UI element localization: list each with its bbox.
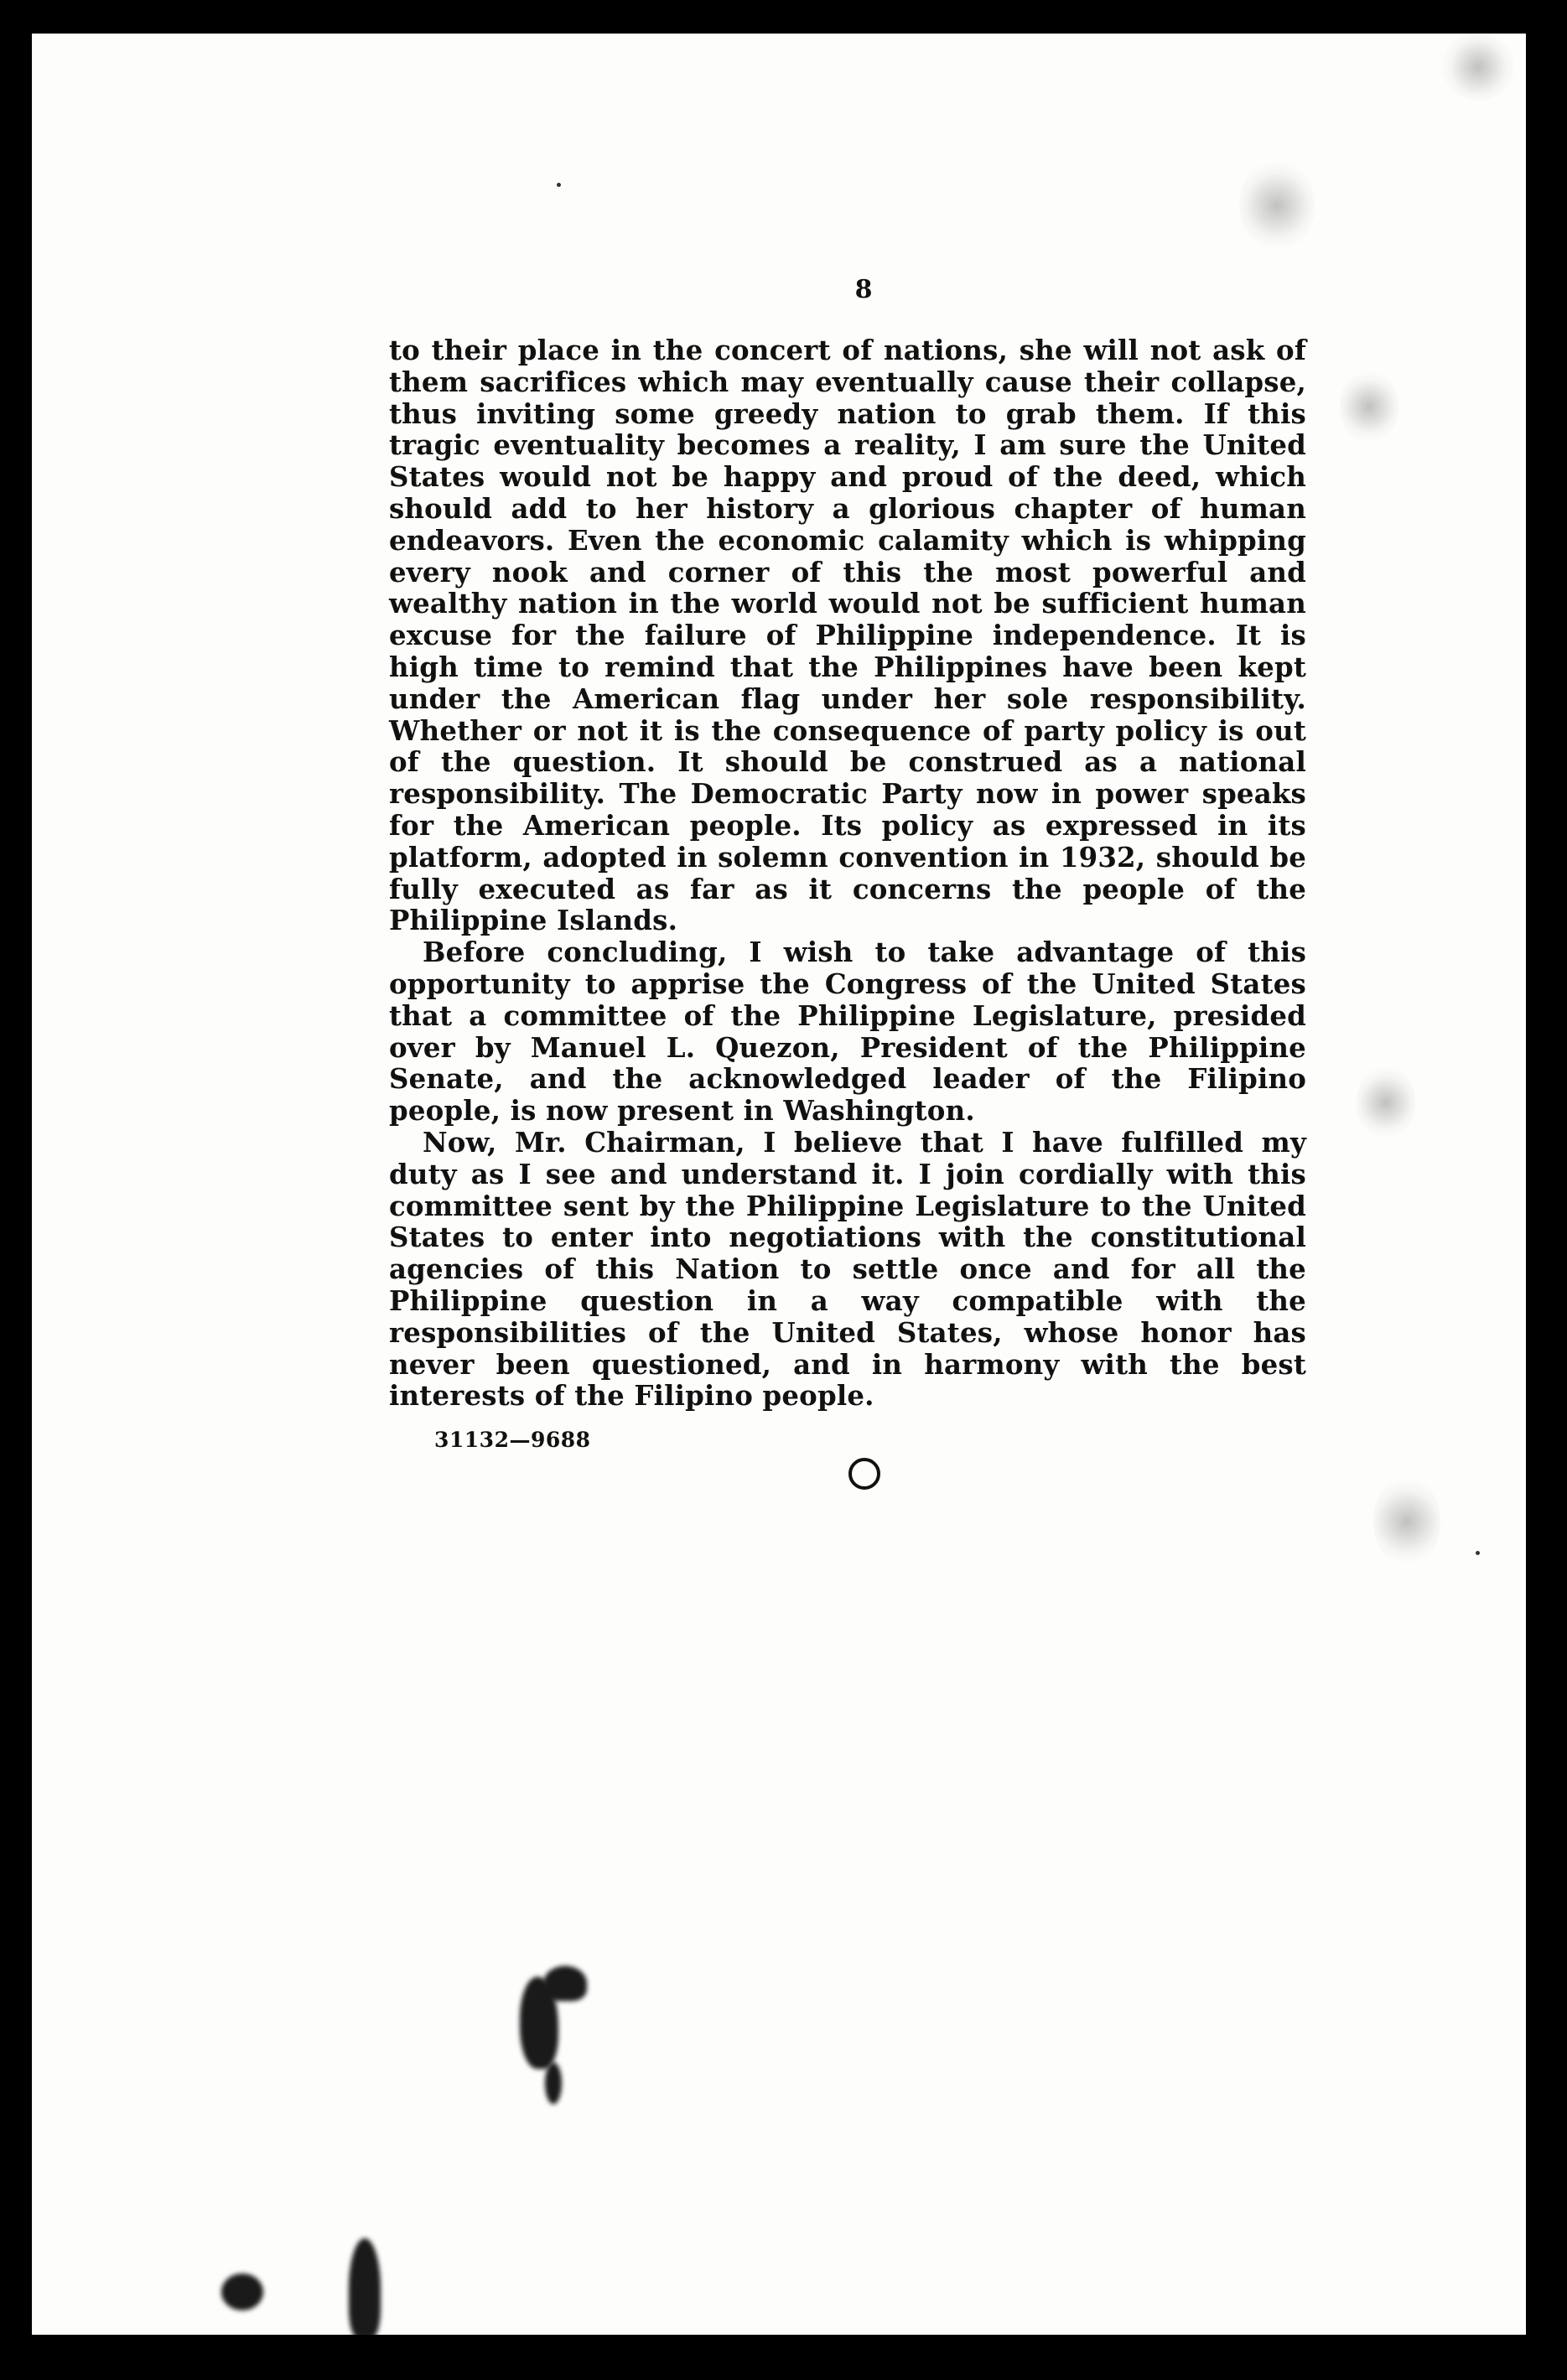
ink-blot [543,1966,587,2001]
scan-speckle [1357,1065,1415,1140]
paragraph-closing: Now, Mr. Chairman, I believe that I have fulfilled my duty as I see and understand it. I join cordially with this committee sent by the Philippine Legislature to the United States to enter into negotiations with the constitutional agencies of this Nation to settle once and for all the Philippine question in a way compatible with the responsibilities of the United States, whose honor has never been questioned, and in harmony with the best interests of the Filipino people. [389,1126,1306,1413]
page-number: 8 [854,275,873,304]
paragraph-continuation: to their place in the concert of nations, she will not ask of them sacrifices which may eventually cause their collapse, thus inviting some greedy nation to grab them. If this tragic eventuality becomes a reality, I am sure the United States would not be happy and proud of the deed, which should add to her history a glorious chapter of human endeavors. Even the economic calamity which is whipping every nook and corner of this the most powerful and wealthy nation in the world would not be sufficient human excuse for the failure of Philippine independence. It is high time to remind that the Philippines have been kept under the American flag under her sole responsibility. Whether or not it is the consequence of party policy is out of the question. It should be construed as a national responsibility. The Democratic Party now in power speaks for the American people. Its policy as expressed in its platform, adopted in solemn convention in 1932, should be fully executed as far as it concerns the people of the Philippine Islands. [389,334,1306,937]
scan-dot [557,183,561,187]
scan-dot [1476,1551,1480,1555]
scan-speckle [1440,34,1516,101]
document-page [32,34,1526,2335]
body-text [389,335,1306,1413]
scan-speckle [1340,369,1398,444]
scan-speckle [1373,1475,1440,1568]
ink-blot [545,2062,562,2104]
print-code: 31132—9688 [434,1428,591,1452]
circle-ornament [848,1458,880,1490]
paragraph-before-concluding: Before concluding, I wish to take advantage of this opportunity to apprise the Congress of the United States that a committee of the Philippine Legislature, presided over by Manuel L. Quezon, President of the Philippine Senate, and the acknowledged leader of the Filipino people, is now present in Washington. [389,936,1306,1128]
ink-blot [349,2238,381,2335]
scan-speckle [1239,159,1315,251]
ink-blot [221,2274,263,2310]
